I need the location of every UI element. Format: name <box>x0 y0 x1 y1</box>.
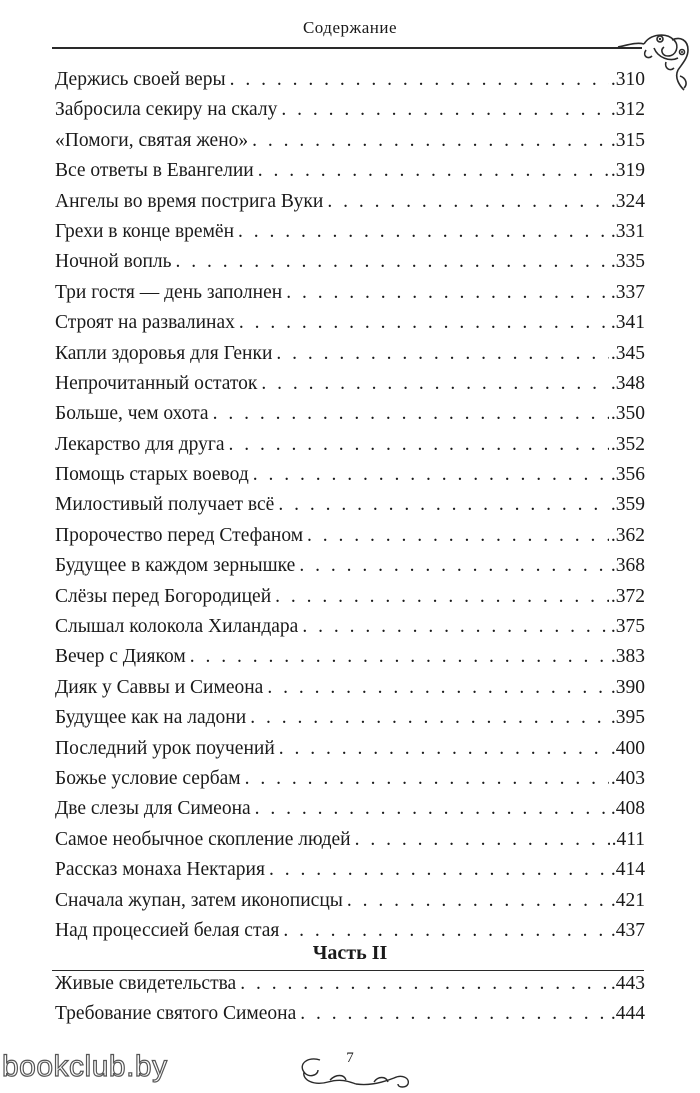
dot-leader <box>275 586 609 608</box>
toc-entry-title: Капли здоровья для Генки <box>55 342 273 364</box>
toc-entry-title: Держись своей веры <box>55 69 226 90</box>
toc-row <box>55 130 645 160</box>
toc-row <box>55 859 645 889</box>
dot-leader <box>281 99 609 121</box>
toc-row <box>55 1003 645 1033</box>
toc-row <box>55 464 645 494</box>
toc-row <box>55 221 645 251</box>
toc-entry-title: Слёзы перед Богородицей <box>55 585 272 607</box>
toc-row <box>55 738 645 768</box>
toc-entry-title: Пророчество перед Стефаном <box>55 524 304 546</box>
toc-entry-title: Будущее в каждом зернышке <box>55 555 296 577</box>
dot-leader <box>252 130 609 152</box>
toc-page-number: .345 <box>610 342 645 364</box>
toc-entry-title: Самое необычное скопление людей <box>55 828 351 850</box>
toc-page-number: .331 <box>610 220 645 242</box>
dot-leader <box>278 494 609 516</box>
toc-row <box>55 768 645 798</box>
toc-page-number: .403 <box>610 767 645 789</box>
dot-leader <box>279 738 609 760</box>
dot-leader <box>327 191 609 213</box>
toc-entry-title: Последний урок поучений <box>55 737 275 759</box>
toc-entry-title: Требование святого Симеона <box>55 1003 297 1025</box>
toc-entry-title: Грехи в конце времён <box>55 220 235 242</box>
dot-leader <box>299 555 609 577</box>
toc-page-number: .348 <box>610 372 645 394</box>
toc-page-number: .350 <box>610 403 645 425</box>
dot-leader <box>239 312 609 334</box>
toc-entry-title: Дияк у Саввы и Симеона <box>55 676 264 698</box>
part-rule <box>52 970 644 971</box>
dot-leader <box>307 525 609 547</box>
dot-leader <box>258 160 609 182</box>
dot-leader <box>283 920 609 942</box>
toc-page-number: .359 <box>610 494 645 516</box>
toc-row <box>55 160 645 190</box>
part-heading: Часть II <box>312 942 388 964</box>
dot-leader <box>230 69 609 91</box>
toc-page-number: .443 <box>610 973 645 994</box>
toc-entry-title: Ангелы во время пострига Вуки <box>55 190 324 212</box>
toc-entry-title: «Помоги, святая жено» <box>55 129 249 151</box>
dot-leader <box>286 282 609 304</box>
toc-page-number: .312 <box>610 99 645 121</box>
dot-leader <box>238 221 609 243</box>
toc-entry-title: Ночной вопль <box>55 251 172 273</box>
page-number: 7 <box>346 1050 354 1066</box>
toc-row <box>55 373 645 403</box>
toc-row <box>55 403 645 433</box>
toc-page-number: .421 <box>610 889 645 911</box>
toc-row <box>55 677 645 707</box>
toc-row <box>55 434 645 464</box>
toc-row <box>55 343 645 373</box>
toc-entry-title: Помощь старых воевод <box>55 464 249 486</box>
toc-row <box>55 99 645 129</box>
toc-row <box>55 707 645 737</box>
toc-entry-title: Больше, чем охота <box>55 403 209 425</box>
toc-page-number: .341 <box>610 312 645 334</box>
dot-leader <box>190 646 609 668</box>
toc-entry-title: Три гостя — день заполнен <box>55 281 283 303</box>
toc-page-number: .362 <box>610 524 645 546</box>
header-rule <box>52 47 642 49</box>
toc-page-number: .356 <box>610 464 645 486</box>
toc-row <box>55 646 645 676</box>
dot-leader <box>269 859 609 881</box>
toc-entry-title: Строят на развалинах <box>55 312 235 334</box>
toc-row <box>55 586 645 616</box>
toc-entry-title: Божье условие сербам <box>55 767 241 789</box>
toc-page-number: .315 <box>610 129 645 151</box>
toc-entry-title: Милостивый получает всё <box>55 494 275 516</box>
toc-row <box>55 69 645 99</box>
toc-row <box>55 191 645 221</box>
dot-leader <box>213 403 609 425</box>
dot-leader <box>250 707 609 729</box>
toc-row <box>55 494 645 524</box>
toc-page-number: .352 <box>610 433 645 455</box>
dot-leader <box>176 251 609 273</box>
toc-page-number: .444 <box>610 1003 645 1025</box>
watermark-text: bookclub.by <box>2 1050 168 1083</box>
toc-entry-title: Две слезы для Симеона <box>55 798 251 820</box>
toc-entry-title: Над процессией белая стая <box>55 919 280 941</box>
toc-page-number: .319 <box>610 160 645 182</box>
toc-list <box>55 69 645 950</box>
toc-page-number: .411 <box>611 828 645 850</box>
toc-entry-title: Будущее как на ладони <box>55 707 247 729</box>
toc-page-number: .414 <box>610 859 645 881</box>
toc-entry-title: Сначала жупан, затем иконописцы <box>55 889 343 911</box>
toc-row <box>55 829 645 859</box>
toc-page-number: .395 <box>610 707 645 729</box>
dot-leader <box>355 829 610 851</box>
toc-page-number: .310 <box>610 69 645 90</box>
toc-row <box>55 973 645 1003</box>
toc-page-number: .408 <box>610 798 645 820</box>
toc-entry-title: Живые свидетельства <box>55 973 237 994</box>
toc-entry-title: Слышал колокола Хиландара <box>55 616 299 638</box>
toc-entry-title: Лекарство для друга <box>55 433 225 455</box>
toc-row <box>55 251 645 281</box>
running-head: Содержание <box>302 18 398 37</box>
toc-page-number: .400 <box>610 737 645 759</box>
toc-page-number: .368 <box>610 555 645 577</box>
toc-list-part2 <box>55 973 645 1034</box>
toc-entry-title: Все ответы в Евангелии <box>55 160 254 182</box>
toc-page-number: .335 <box>610 251 645 273</box>
toc-row <box>55 890 645 920</box>
toc-page-number: .324 <box>610 190 645 212</box>
toc-entry-title: Вечер с Дияком <box>55 646 186 668</box>
toc-entry-title: Непрочитанный остаток <box>55 372 258 394</box>
toc-page-number: .437 <box>610 919 645 941</box>
dot-leader <box>261 373 608 395</box>
toc-row <box>55 798 645 828</box>
toc-page-number: .337 <box>610 281 645 303</box>
toc-row <box>55 555 645 585</box>
dot-leader <box>302 616 609 638</box>
dot-leader <box>300 1003 609 1025</box>
toc-page-number: .372 <box>610 585 645 607</box>
toc-row <box>55 282 645 312</box>
dot-leader <box>267 677 609 699</box>
toc-row <box>55 312 645 342</box>
toc-page-number: .383 <box>610 646 645 668</box>
toc-row <box>55 525 645 555</box>
dot-leader <box>276 343 608 365</box>
dot-leader <box>255 798 609 820</box>
dot-leader <box>229 434 609 456</box>
dot-leader <box>253 464 609 486</box>
toc-row <box>55 616 645 646</box>
dot-leader <box>347 890 609 912</box>
dot-leader <box>245 768 609 790</box>
toc-page-number: .390 <box>610 676 645 698</box>
toc-entry-title: Забросила секиру на скалу <box>55 99 278 121</box>
toc-entry-title: Рассказ монаха Нектария <box>55 859 265 881</box>
toc-page-number: .375 <box>610 616 645 638</box>
dot-leader <box>240 973 609 995</box>
